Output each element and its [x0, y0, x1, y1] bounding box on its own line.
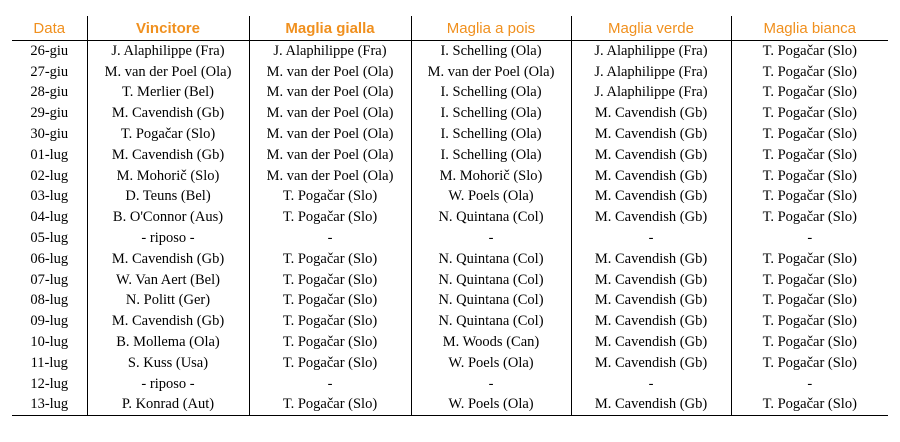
green-jersey-cell: M. Cavendish (Gb) [571, 249, 731, 270]
date-cell: 26-giu [30, 42, 69, 59]
polka-dot-jersey-cell: M. van der Poel (Ola) [411, 62, 571, 83]
winner-cell: M. van der Poel (Ola) [87, 62, 249, 83]
green-jersey-cell: J. Alaphilippe (Fra) [571, 62, 731, 83]
winner-cell: M. Cavendish (Gb) [87, 103, 249, 124]
table-row [12, 83, 888, 104]
table-row [12, 353, 888, 374]
date-cell: 13-lug [12, 395, 87, 416]
green-jersey-cell: M. Cavendish (Gb) [571, 311, 731, 332]
green-jersey-cell: - [571, 228, 731, 249]
date-cell: 03-lug [30, 188, 69, 205]
white-jersey-cell: T. Pogačar (Slo) [731, 41, 888, 62]
header-white-jersey: Maglia bianca [731, 16, 888, 41]
yellow-jersey-cell: T. Pogačar (Slo) [249, 395, 411, 416]
white-jersey-cell: T. Pogačar (Slo) [731, 395, 888, 416]
polka-dot-jersey-cell: I. Schelling (Ola) [411, 145, 571, 166]
green-jersey-cell: M. Cavendish (Gb) [571, 332, 731, 353]
winner-cell: N. Politt (Ger) [87, 291, 249, 312]
date-cell: 27-giu [30, 63, 69, 80]
yellow-jersey-cell: T. Pogačar (Slo) [249, 187, 411, 208]
white-jersey-cell: T. Pogačar (Slo) [731, 353, 888, 374]
green-jersey-cell: M. Cavendish (Gb) [571, 291, 731, 312]
date-cell: 06-lug [30, 250, 69, 267]
table-header [12, 16, 888, 41]
table-row [12, 187, 888, 208]
yellow-jersey-cell: J. Alaphilippe (Fra) [249, 41, 411, 62]
white-jersey-cell: - [731, 374, 888, 395]
green-jersey-cell: M. Cavendish (Gb) [571, 124, 731, 145]
date-cell: 12-lug [30, 375, 69, 392]
white-jersey-cell: T. Pogačar (Slo) [731, 187, 888, 208]
white-jersey-cell: T. Pogačar (Slo) [731, 332, 888, 353]
yellow-jersey-cell: - [249, 374, 411, 395]
white-jersey-cell: T. Pogačar (Slo) [731, 166, 888, 187]
yellow-jersey-cell: T. Pogačar (Slo) [249, 207, 411, 228]
table-row [12, 207, 888, 228]
polka-dot-jersey-cell: N. Quintana (Col) [411, 249, 571, 270]
table-row [12, 124, 888, 145]
polka-dot-jersey-cell: N. Quintana (Col) [411, 311, 571, 332]
table-row [12, 166, 888, 187]
table-row [12, 311, 888, 332]
date-cell: 11-lug [30, 354, 68, 371]
table-body [12, 41, 888, 416]
green-jersey-cell: M. Cavendish (Gb) [571, 166, 731, 187]
green-jersey-cell: J. Alaphilippe (Fra) [571, 83, 731, 104]
tour-standings-table [12, 16, 888, 416]
yellow-jersey-cell: M. van der Poel (Ola) [249, 124, 411, 145]
date-cell: 07-lug [30, 271, 69, 288]
white-jersey-cell: - [731, 228, 888, 249]
date-cell: 01-lug [30, 146, 69, 163]
white-jersey-cell: T. Pogačar (Slo) [731, 83, 888, 104]
white-jersey-cell: T. Pogačar (Slo) [731, 103, 888, 124]
table-row [12, 291, 888, 312]
date-cell: 09-lug [30, 313, 69, 330]
winner-cell: - riposo - [87, 374, 249, 395]
winner-cell: W. Van Aert (Bel) [87, 270, 249, 291]
yellow-jersey-cell: T. Pogačar (Slo) [249, 270, 411, 291]
table-row [12, 62, 888, 83]
winner-cell: S. Kuss (Usa) [87, 353, 249, 374]
yellow-jersey-cell: T. Pogačar (Slo) [249, 332, 411, 353]
yellow-jersey-cell: - [249, 228, 411, 249]
yellow-jersey-cell: T. Pogačar (Slo) [249, 353, 411, 374]
header-green-jersey: Maglia verde [571, 16, 731, 41]
winner-cell: M. Cavendish (Gb) [87, 249, 249, 270]
date-cell: 02-lug [30, 167, 69, 184]
white-jersey-cell: T. Pogačar (Slo) [731, 207, 888, 228]
polka-dot-jersey-cell: N. Quintana (Col) [411, 270, 571, 291]
winner-cell: M. Cavendish (Gb) [87, 145, 249, 166]
table-row [12, 395, 888, 416]
date-cell: 05-lug [30, 230, 69, 247]
winner-cell: T. Pogačar (Slo) [87, 124, 249, 145]
green-jersey-cell: M. Cavendish (Gb) [571, 103, 731, 124]
yellow-jersey-cell: M. van der Poel (Ola) [249, 62, 411, 83]
polka-dot-jersey-cell: W. Poels (Ola) [411, 187, 571, 208]
table-row [12, 145, 888, 166]
table-row [12, 270, 888, 291]
white-jersey-cell: T. Pogačar (Slo) [731, 270, 888, 291]
date-cell: 28-giu [30, 84, 69, 101]
polka-dot-jersey-cell: I. Schelling (Ola) [411, 103, 571, 124]
winner-cell: B. Mollema (Ola) [87, 332, 249, 353]
polka-dot-jersey-cell: N. Quintana (Col) [411, 207, 571, 228]
polka-dot-jersey-cell: I. Schelling (Ola) [411, 41, 571, 62]
white-jersey-cell: T. Pogačar (Slo) [731, 311, 888, 332]
date-cell: 08-lug [30, 292, 69, 309]
green-jersey-cell: M. Cavendish (Gb) [571, 353, 731, 374]
white-jersey-cell: T. Pogačar (Slo) [731, 249, 888, 270]
green-jersey-cell: M. Cavendish (Gb) [571, 270, 731, 291]
table-row [12, 249, 888, 270]
white-jersey-cell: T. Pogačar (Slo) [731, 145, 888, 166]
yellow-jersey-cell: M. van der Poel (Ola) [249, 145, 411, 166]
header-polka-dot-jersey: Maglia a pois [411, 16, 571, 41]
header-winner: Vincitore [87, 16, 249, 41]
winner-cell: T. Merlier (Bel) [87, 83, 249, 104]
green-jersey-cell: M. Cavendish (Gb) [571, 207, 731, 228]
header-yellow-jersey: Maglia gialla [249, 16, 411, 41]
winner-cell: P. Konrad (Aut) [87, 395, 249, 416]
white-jersey-cell: T. Pogačar (Slo) [731, 62, 888, 83]
date-cell: 30-giu [30, 126, 69, 143]
green-jersey-cell: J. Alaphilippe (Fra) [571, 41, 731, 62]
polka-dot-jersey-cell: I. Schelling (Ola) [411, 83, 571, 104]
date-cell: 29-giu [30, 105, 69, 122]
green-jersey-cell: M. Cavendish (Gb) [571, 145, 731, 166]
yellow-jersey-cell: T. Pogačar (Slo) [249, 291, 411, 312]
date-cell: 04-lug [30, 209, 69, 226]
table-row [12, 374, 888, 395]
polka-dot-jersey-cell: N. Quintana (Col) [411, 291, 571, 312]
polka-dot-jersey-cell: M. Woods (Can) [411, 332, 571, 353]
green-jersey-cell: M. Cavendish (Gb) [571, 187, 731, 208]
polka-dot-jersey-cell: M. Mohorič (Slo) [411, 166, 571, 187]
yellow-jersey-cell: T. Pogačar (Slo) [249, 249, 411, 270]
polka-dot-jersey-cell: W. Poels (Ola) [411, 395, 571, 416]
green-jersey-cell: - [571, 374, 731, 395]
winner-cell: D. Teuns (Bel) [87, 187, 249, 208]
winner-cell: B. O'Connor (Aus) [87, 207, 249, 228]
winner-cell: - riposo - [87, 228, 249, 249]
polka-dot-jersey-cell: - [411, 374, 571, 395]
winner-cell: M. Mohorič (Slo) [87, 166, 249, 187]
yellow-jersey-cell: M. van der Poel (Ola) [249, 103, 411, 124]
yellow-jersey-cell: M. van der Poel (Ola) [249, 83, 411, 104]
header-row [12, 16, 888, 41]
winner-cell: M. Cavendish (Gb) [87, 311, 249, 332]
polka-dot-jersey-cell: W. Poels (Ola) [411, 353, 571, 374]
table-row [12, 103, 888, 124]
header-date: Data [12, 16, 87, 41]
yellow-jersey-cell: M. van der Poel (Ola) [249, 166, 411, 187]
polka-dot-jersey-cell: - [411, 228, 571, 249]
date-cell: 10-lug [30, 334, 69, 351]
white-jersey-cell: T. Pogačar (Slo) [731, 124, 888, 145]
table-row [12, 228, 888, 249]
polka-dot-jersey-cell: I. Schelling (Ola) [411, 124, 571, 145]
table-row [12, 41, 888, 62]
green-jersey-cell: M. Cavendish (Gb) [571, 395, 731, 416]
winner-cell: J. Alaphilippe (Fra) [87, 41, 249, 62]
tour-standings-table-container [12, 16, 888, 416]
table-row [12, 332, 888, 353]
white-jersey-cell: T. Pogačar (Slo) [731, 291, 888, 312]
yellow-jersey-cell: T. Pogačar (Slo) [249, 311, 411, 332]
